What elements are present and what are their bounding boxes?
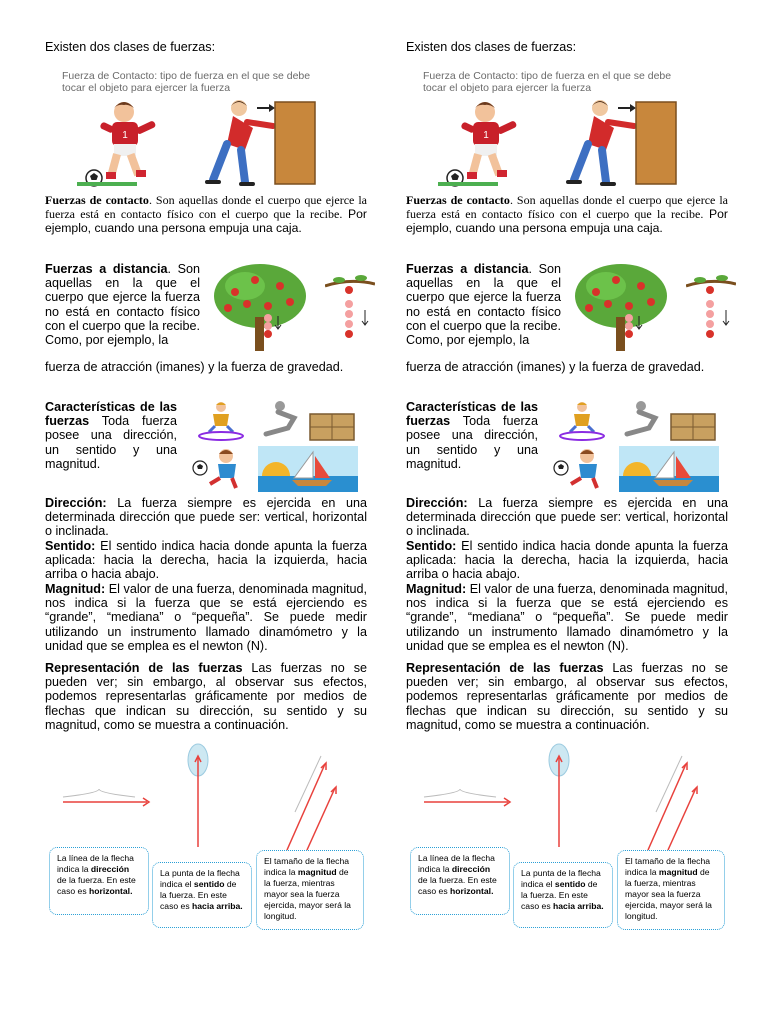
contact-forces-title: Fuerzas de contacto xyxy=(45,193,149,207)
distance-forces-text: . Son aquellas en la que el cuerpo que ejerce la fuerza no está en contacto físico con el cuerpo que la recibe. Como, por ejemplo, la xyxy=(406,262,561,348)
direction-text: La fuerza siempre es ejercida en una determinada dirección que puede ser: vertical, horizontal o inclinada. xyxy=(45,496,367,539)
sense-title: Sentido: xyxy=(406,539,457,553)
distance-forces-paragraph-b: fuerza de atracción (imanes) y la fuerza de gravedad. xyxy=(45,360,344,374)
box2-text-b: sentido xyxy=(193,879,225,889)
box2-text-c: de la fuerza. En este caso es xyxy=(160,879,237,911)
magnitude-text: El valor de una fuerza, denominada magnitud, nos indica si la fuerza que se está ejerciendo es “grande”, “mediana” o “pequeña”. Se puede medir utilizando un instrumento llamado dinamómetro y la unidad que se emplea es el newton (N). xyxy=(45,582,367,653)
box1-text-b: dirección xyxy=(90,864,130,874)
sailboat-icon xyxy=(619,446,719,492)
box2-text-a: La punta de la flecha indica el xyxy=(160,868,240,889)
sense-paragraph xyxy=(45,539,367,582)
sailboat-icon xyxy=(258,446,358,492)
box3-text-b: magnitud xyxy=(297,867,337,877)
kicking-ball-kid-icon xyxy=(551,446,611,492)
distance-forces-title: Fuerzas a distancia xyxy=(406,262,529,276)
apple-tree-icon xyxy=(571,262,671,354)
magnitude-text: El valor de una fuerza, denominada magnitud, nos indica si la fuerza que se está ejerciendo es “grande”, “mediana” o “pequeña”. Se puede medir utilizando un instrumento llamado dinamómetro y la unidad que se emplea es el newton (N). xyxy=(406,582,728,653)
direction-paragraph xyxy=(406,496,728,539)
direction-info-box xyxy=(410,847,510,915)
person-pushing-box-icon xyxy=(558,98,678,188)
force-arrows-diagram xyxy=(406,742,728,932)
box1-text-b: dirección xyxy=(451,864,491,874)
box2-text-a: La punta de la flecha indica el xyxy=(521,868,601,889)
magnitude-info-box xyxy=(256,850,364,930)
page-column-left xyxy=(45,0,367,1024)
characteristics-images xyxy=(190,398,360,493)
magnitude-title: Magnitud: xyxy=(406,582,467,596)
box1-text-a: La línea de la flecha indica la xyxy=(57,853,134,874)
direction-info-box xyxy=(49,847,149,915)
box2-text-d: hacia arriba. xyxy=(192,901,243,911)
distance-forces-title: Fuerzas a distancia xyxy=(45,262,168,276)
box2-text-b: sentido xyxy=(554,879,586,889)
contact-force-caption: Fuerza de Contacto: tipo de fuerza en el que se debe tocar el objeto para ejercer la fuerza xyxy=(423,70,672,94)
apple-tree-icon xyxy=(210,262,310,354)
representation-title: Representación de las fuerzas xyxy=(406,661,604,675)
pushing-crate-icon xyxy=(258,398,358,442)
direction-text: La fuerza siempre es ejercida en una determinada dirección que puede ser: vertical, horizontal o inclinada. xyxy=(406,496,728,539)
sense-text: El sentido indica hacia donde apunta la fuerza aplicada: hacia la derecha, hacia la izquierda, hacia arriba o hacia abajo. xyxy=(406,539,728,582)
characteristics-paragraph xyxy=(45,400,177,471)
characteristics-text: Toda fuerza posee una dirección, un sentido y una magnitud. xyxy=(406,414,538,471)
sense-title: Sentido: xyxy=(45,539,96,553)
contact-forces-text: . Son aquellas donde el cuerpo que ejerce la fuerza está en contacto físico con el cuerpo que la recibe. xyxy=(406,193,728,222)
contact-force-figure xyxy=(62,70,342,185)
falling-apple-branch-icon xyxy=(686,270,736,350)
intro-text: Existen dos clases de fuerzas: xyxy=(406,40,577,54)
characteristics-text: Toda fuerza posee una dirección, un sentido y una magnitud. xyxy=(45,414,177,471)
direction-title: Dirección: xyxy=(45,496,107,510)
box1-text-a: La línea de la flecha indica la xyxy=(418,853,495,874)
representation-paragraph xyxy=(406,661,728,732)
falling-apple-branch-icon xyxy=(325,270,375,350)
sense-info-box xyxy=(513,862,613,928)
kicking-ball-kid-icon xyxy=(190,446,250,492)
characteristics-images xyxy=(551,398,721,493)
characteristics-title: Características de las fuerzas xyxy=(406,400,538,429)
magnitude-title: Magnitud: xyxy=(45,582,106,596)
arrows-graphic xyxy=(406,742,728,852)
soccer-player-icon xyxy=(433,98,543,188)
page-column-right xyxy=(406,0,728,1024)
contact-force-caption: Fuerza de Contacto: tipo de fuerza en el que se debe tocar el objeto para ejercer la fuerza xyxy=(62,70,311,94)
box3-text-a: El tamaño de la flecha indica la xyxy=(264,856,350,877)
representation-text: Las fuerzas no se pueden ver; sin embargo, al observar sus efectos, podemos representarlas gráficamente por medios de flechas que indican su dirección, su sentido y su magnitud, como se muestra a continuación. xyxy=(45,661,367,732)
box1-text-d: horizontal. xyxy=(89,886,133,896)
box1-text-d: horizontal. xyxy=(450,886,494,896)
box3-text-c: de la fuerza, mientras mayor sea la fuerza ejercida, mayor será la longitud. xyxy=(264,867,351,921)
distance-forces-paragraph-b: fuerza de atracción (imanes) y la fuerza de gravedad. xyxy=(406,360,705,374)
direction-title: Dirección: xyxy=(406,496,468,510)
contact-forces-text: . Son aquellas donde el cuerpo que ejerce la fuerza está en contacto físico con el cuerpo que la recibe. xyxy=(45,193,367,222)
contact-forces-paragraph xyxy=(406,193,728,236)
contact-forces-example: Por ejemplo, cuando una persona empuja una caja. xyxy=(45,207,367,236)
box1-text-c: de la fuerza. En este caso es xyxy=(418,875,497,896)
arrows-graphic xyxy=(45,742,367,852)
jersey-number: 1 xyxy=(122,130,128,141)
box2-text-d: hacia arriba. xyxy=(553,901,604,911)
magnitude-paragraph xyxy=(45,582,367,653)
intro-text: Existen dos clases de fuerzas: xyxy=(45,40,216,54)
distance-forces-paragraph-a xyxy=(45,262,200,347)
contact-forces-example: Por ejemplo, cuando una persona empuja una caja. xyxy=(406,207,728,236)
force-arrows-diagram xyxy=(45,742,367,932)
contact-forces-paragraph xyxy=(45,193,367,236)
magnitude-info-box xyxy=(617,850,725,930)
contact-forces-title: Fuerzas de contacto xyxy=(406,193,510,207)
magnitude-paragraph xyxy=(406,582,728,653)
trampoline-girl-icon xyxy=(195,400,247,442)
sense-paragraph xyxy=(406,539,728,582)
box1-text-c: de la fuerza. En este caso es xyxy=(57,875,136,896)
representation-title: Representación de las fuerzas xyxy=(45,661,243,675)
representation-paragraph xyxy=(45,661,367,732)
characteristics-title: Características de las fuerzas xyxy=(45,400,177,429)
trampoline-girl-icon xyxy=(556,400,608,442)
sense-info-box xyxy=(152,862,252,928)
jersey-number: 1 xyxy=(483,130,489,141)
distance-forces-paragraph-a xyxy=(406,262,561,347)
box3-text-c: de la fuerza, mientras mayor sea la fuerza ejercida, mayor será la longitud. xyxy=(625,867,712,921)
soccer-player-icon xyxy=(72,98,182,188)
distance-forces-text: . Son aquellas en la que el cuerpo que ejerce la fuerza no está en contacto físico con el cuerpo que la recibe. Como, por ejemplo, la xyxy=(45,262,200,348)
sense-text: El sentido indica hacia donde apunta la fuerza aplicada: hacia la derecha, hacia la izquierda, hacia arriba o hacia abajo. xyxy=(45,539,367,582)
direction-paragraph xyxy=(45,496,367,539)
person-pushing-box-icon xyxy=(197,98,317,188)
box3-text-b: magnitud xyxy=(658,867,698,877)
box3-text-a: El tamaño de la flecha indica la xyxy=(625,856,711,877)
characteristics-paragraph xyxy=(406,400,538,471)
pushing-crate-icon xyxy=(619,398,719,442)
representation-text: Las fuerzas no se pueden ver; sin embargo, al observar sus efectos, podemos representarlas gráficamente por medios de flechas que indican su dirección, su sentido y su magnitud, como se muestra a continuación. xyxy=(406,661,728,732)
box2-text-c: de la fuerza. En este caso es xyxy=(521,879,598,911)
contact-force-figure xyxy=(423,70,703,185)
